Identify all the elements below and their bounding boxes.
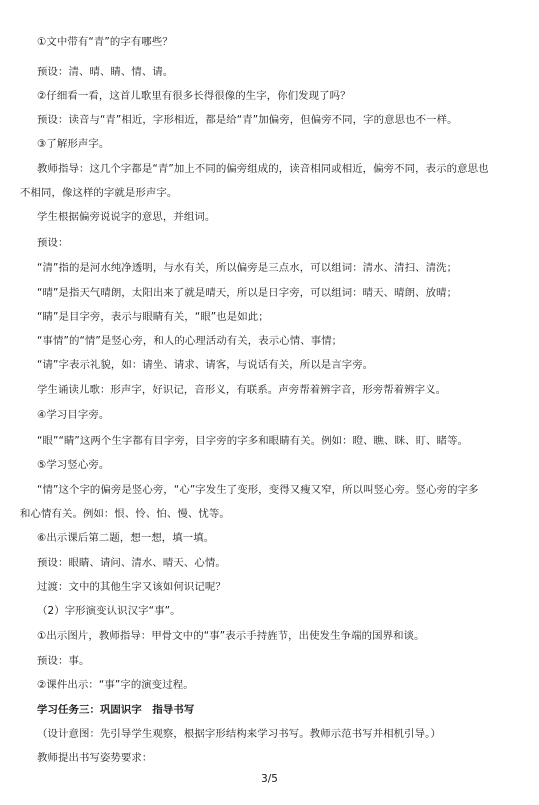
text-line: ⑤学习竖心旁。 bbox=[37, 459, 110, 471]
text-line: “眼”“睛”这两个生字都有目字旁，目字旁的字多和眼睛有关。例如：瞪、瞧、眯、盯、睹等。 bbox=[37, 435, 469, 447]
text-line: “请”字表示礼貌，如：请坐、请求、请客，与说话有关，所以是言字旁。 bbox=[37, 359, 374, 371]
text-line: 不相同，像这样的字就是形声字。 bbox=[20, 187, 178, 199]
text-line: “睛”是目字旁，表示与眼睛有关，“眼”也是如此； bbox=[37, 311, 269, 323]
text-line: ①出示图片，教师指导：甲骨文中的“事”表示手持旌节，出使发生争端的国界和谈。 bbox=[37, 630, 425, 642]
text-line: 预设： bbox=[37, 237, 69, 249]
text-line: 教师提出书写姿势要求： bbox=[37, 752, 153, 764]
text-line: 和心情有关。例如：恨、怜、怕、慢、忧等。 bbox=[20, 508, 230, 520]
text-line: ②仔细看一看，这首儿歌里有很多长得很像的生字，你们发现了吗？ bbox=[37, 90, 351, 102]
text-line: “晴”是指天气晴朗，太阳出来了就是晴天，所以是日字旁，可以组词：晴天、晴朗、放晴； bbox=[37, 287, 458, 299]
text-line: 教师指导：这几个字都是“青”加上不同的偏旁组成的，读音相同或相近，偏旁不同，表示的意思也 bbox=[37, 163, 489, 175]
text-line: 预设：事。 bbox=[37, 655, 90, 667]
text-line: 过渡：文中的其他生字又该如何识记呢？ bbox=[37, 581, 226, 593]
text-line: ②课件出示：“事”字的演变过程。 bbox=[37, 679, 194, 691]
text-line: 预设：眼睛、请问、清水、晴天、心情。 bbox=[37, 557, 226, 569]
page-number: 3/5 bbox=[261, 773, 278, 785]
text-line: ③了解形声字。 bbox=[37, 138, 110, 150]
text-line: 预设：读音与“青”相近，字形相近，都是给“青”加偏旁，但偏旁不同，字的意思也不一样。 bbox=[37, 114, 458, 126]
text-line: （2）字形演变认识汉字“事”。 bbox=[37, 605, 181, 617]
text-line: 预设：清、晴、睛、情、请。 bbox=[37, 66, 174, 78]
text-line: （设计意图：先引导学生观察，根据字形结构来学习书写。教师示范书写并相机引导。） bbox=[37, 728, 441, 740]
text-line: “清”指的是河水纯净透明，与水有关，所以偏旁是三点水，可以组词：清水、清扫、清洗； bbox=[37, 262, 458, 274]
text-line: “情”这个字的偏旁是竖心旁，“心”字发生了变形，变得又瘦又窄，所以叫竖心旁。竖心旁的字多 bbox=[37, 484, 479, 496]
text-line: ①文中带有“青”的字有哪些？ bbox=[37, 36, 173, 48]
text-line: 学生根据偏旁说说字的意思，并组词。 bbox=[37, 211, 216, 223]
text-line: 学生诵读儿歌：形声字，好识记，音形义，有联系。声旁帮着辨字音，形旁帮着辨字义。 bbox=[37, 384, 447, 396]
section-heading: 学习任务三：巩固识字 指导书写 bbox=[37, 704, 195, 716]
text-line: ④学习目字旁。 bbox=[37, 409, 110, 421]
text-line: ⑥出示课后第二题，想一想，填一填。 bbox=[37, 532, 215, 544]
text-line: “事情”的“情”是竖心旁，和人的心理活动有关，表示心情、事情； bbox=[37, 335, 343, 347]
